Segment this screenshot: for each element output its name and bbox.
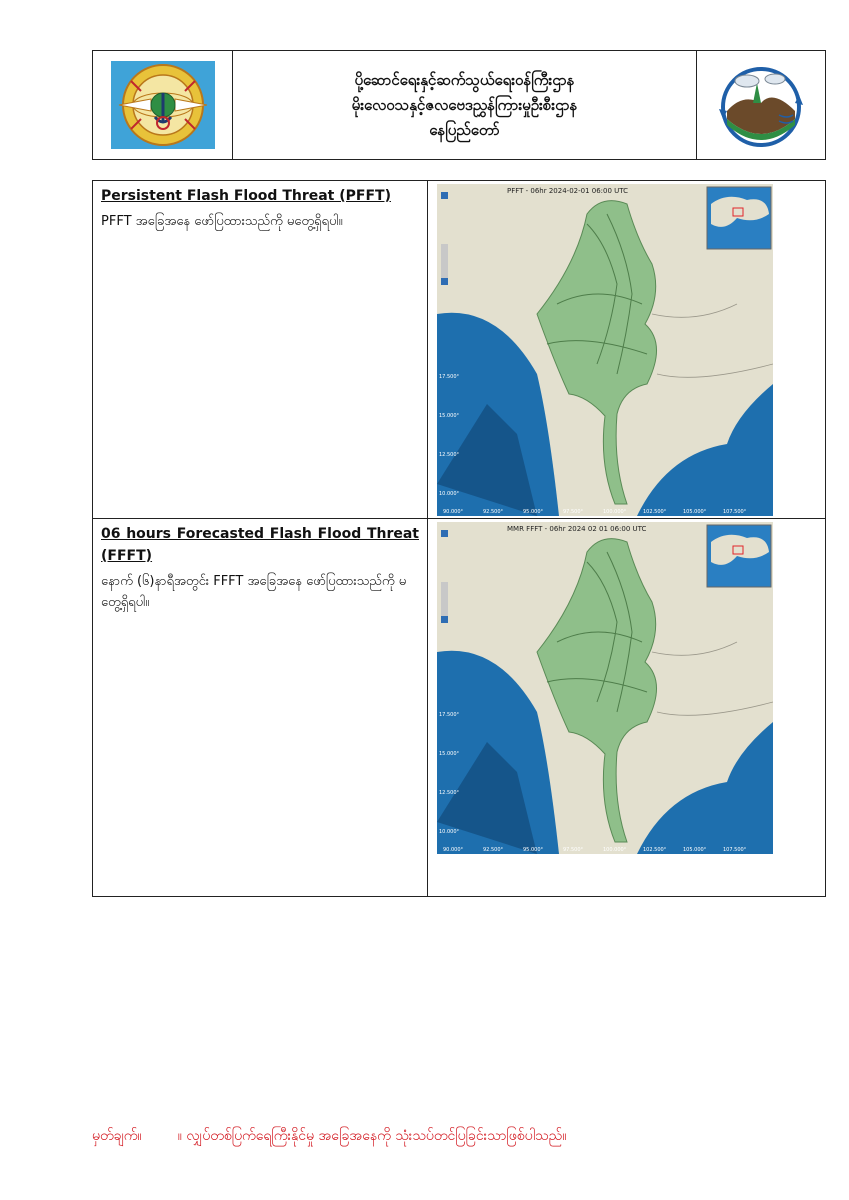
ministry-name: ပို့ဆောင်ရေးနှင့်ဆက်သွယ်ရေးဝန်ကြီးဌာန (354, 70, 575, 89)
lon-label: 100.000° (603, 847, 627, 853)
city-name: နေပြည်တော် (429, 120, 500, 139)
letterhead (92, 50, 826, 160)
ffft-heading: 06 hours Forecasted Flash Flood Threat (FFFT) (101, 526, 419, 564)
lat-label: 12.500° (439, 452, 459, 458)
ffft-map-title: MMR FFFT - 06hr 2024 02 01 06:00 UTC (507, 525, 647, 533)
ffft-map[interactable] (437, 522, 773, 854)
lat-label: 12.500° (439, 790, 459, 796)
department-name: မိုးလေဝသနှင့်ဇလဗေဒညွှန်ကြားမှုဦးစီးဌာန (351, 95, 578, 114)
lat-label: 15.000° (439, 751, 459, 757)
ffft-description (93, 519, 428, 896)
lon-label: 92.500° (483, 509, 503, 515)
lon-label: 107.500° (723, 847, 747, 853)
forecast-table (92, 180, 826, 897)
lat-label: 17.500° (439, 374, 459, 380)
hydrology-cycle-icon (713, 59, 809, 151)
department-logo (697, 51, 825, 159)
pfft-heading: Persistent Flash Flood Threat (PFFT) (101, 188, 391, 204)
pfft-body: PFFT အခြေအနေ ဖော်ပြထားသည်ကို မတွေ့ရှိရပါ။ (101, 214, 343, 229)
lon-label: 100.000° (603, 509, 627, 515)
lon-label: 107.500° (723, 509, 747, 515)
lon-label: 95.000° (523, 847, 543, 853)
pfft-row (93, 181, 825, 519)
lon-label: 95.000° (523, 509, 543, 515)
footer-note (92, 1126, 566, 1147)
ministry-logo (93, 51, 233, 159)
footer-label: မှတ်ချက်။ (92, 1128, 142, 1144)
lon-label: 105.000° (683, 847, 707, 853)
pfft-map[interactable] (437, 184, 773, 516)
lon-label: 97.500° (563, 847, 583, 853)
pfft-description (93, 181, 428, 518)
lat-label: 17.500° (439, 712, 459, 718)
lat-label: 10.000° (439, 829, 459, 835)
lon-label: 102.500° (643, 847, 667, 853)
lon-label: 92.500° (483, 847, 503, 853)
ffft-body: နောက် (၆)နာရီအတွင်း FFFT အခြေအနေ ဖော်ပြထားသည်ကို မတွေ့ရှိရပါ။ (101, 574, 407, 610)
lat-label: 15.000° (439, 413, 459, 419)
footer-text: ။ လျှပ်တစ်ပြက်ရေကြီးနိုင်မှု အခြေအနေကို သုံးသပ်တင်ပြခြင်းသာဖြစ်ပါသည်။ (177, 1128, 567, 1144)
ffft-row (93, 519, 825, 896)
lat-label: 10.000° (439, 491, 459, 497)
lon-label: 90.000° (443, 509, 463, 515)
lon-label: 105.000° (683, 509, 707, 515)
pfft-map-title: PFFT - 06hr 2024-02-01 06:00 UTC (507, 187, 629, 195)
ministry-emblem-icon (111, 61, 215, 149)
lon-label: 97.500° (563, 509, 583, 515)
lon-label: 102.500° (643, 509, 667, 515)
lon-label: 90.000° (443, 847, 463, 853)
department-title (233, 51, 697, 159)
